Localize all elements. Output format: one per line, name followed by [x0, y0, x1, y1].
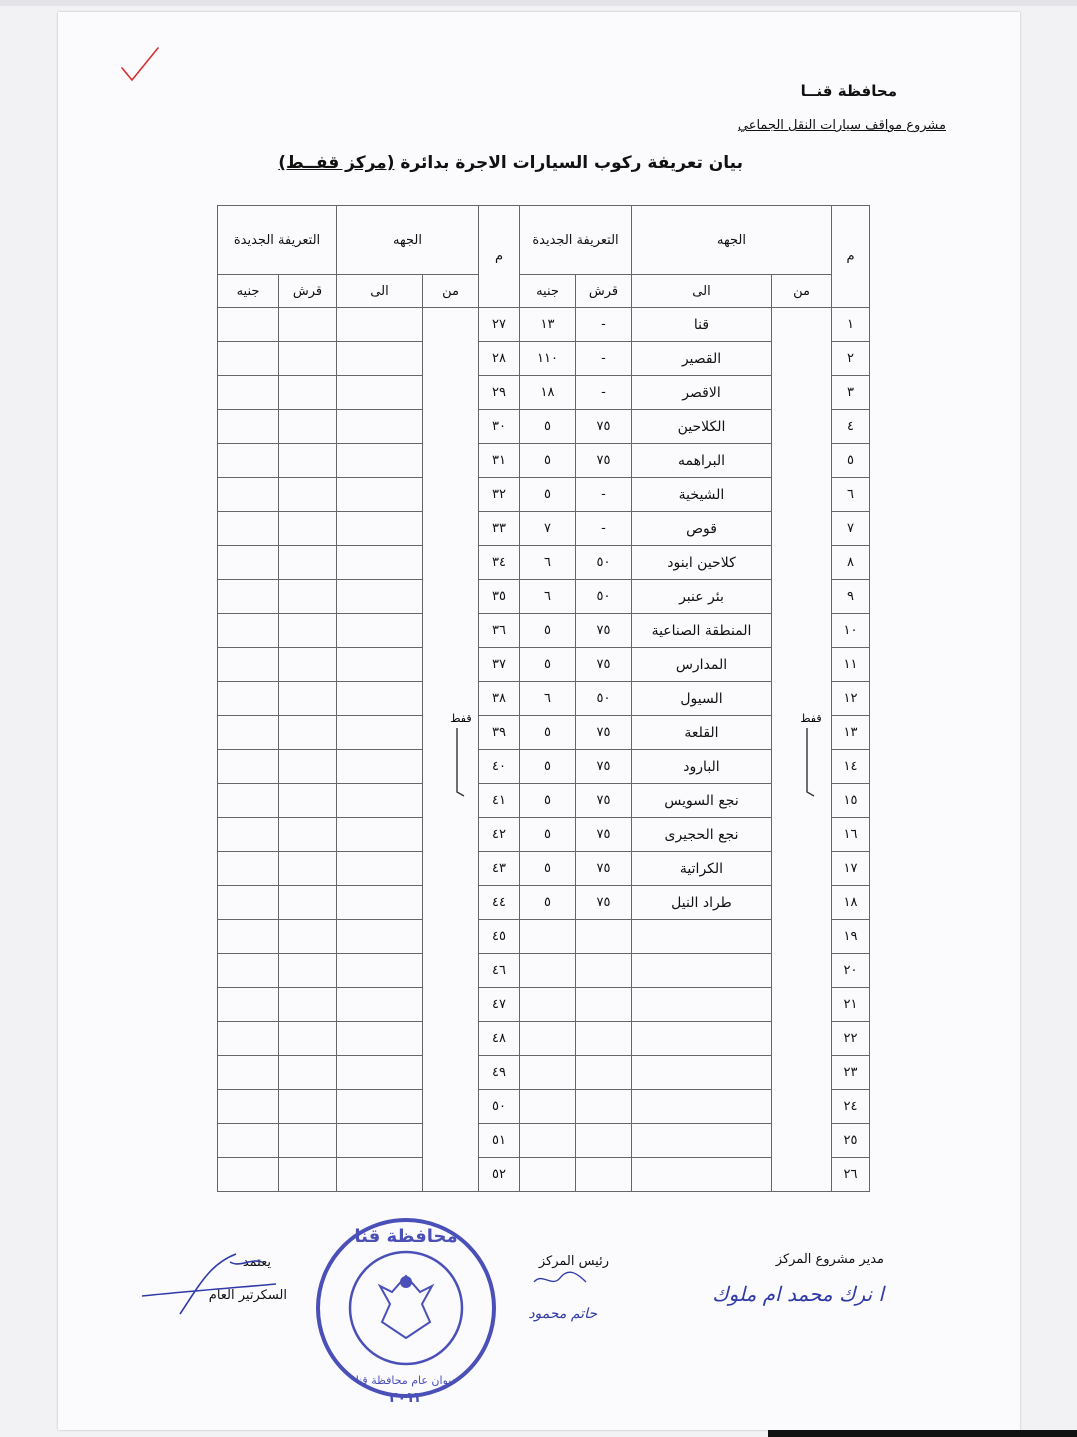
destination-cell: البارود [632, 750, 772, 784]
piasters-cell-left [279, 410, 337, 444]
destination-cell-left [337, 1158, 423, 1192]
pounds-cell-left [218, 546, 279, 580]
destination-cell-left [337, 852, 423, 886]
from-bracket-right [798, 708, 824, 800]
pounds-cell-left [218, 580, 279, 614]
piasters-cell-left [279, 988, 337, 1022]
left-row-number: ٤٩ [479, 1056, 520, 1090]
destination-cell: القصير [632, 342, 772, 376]
destination-cell-left [337, 614, 423, 648]
pounds-cell-left [218, 886, 279, 920]
piasters-cell: ٥٠ [576, 682, 632, 716]
left-row-number: ٤٨ [479, 1022, 520, 1056]
pounds-cell [520, 1056, 576, 1090]
destination-cell-left [337, 716, 423, 750]
row-number: ١٤ [832, 750, 870, 784]
pounds-cell: ٦ [520, 682, 576, 716]
from-label-left: قفط [450, 712, 472, 725]
pounds-cell: ٥ [520, 750, 576, 784]
destination-cell-left [337, 376, 423, 410]
pounds-cell-left [218, 988, 279, 1022]
piasters-cell: ٧٥ [576, 750, 632, 784]
row-number: ٩ [832, 580, 870, 614]
piasters-header: قرش [576, 275, 632, 308]
destination-cell-left [337, 410, 423, 444]
row-number: ١٢ [832, 682, 870, 716]
left-row-number: ٣٠ [479, 410, 520, 444]
bottom-edge-bar [768, 1430, 1077, 1437]
piasters-cell [576, 1022, 632, 1056]
destination-header: الجهه [632, 206, 832, 275]
destination-cell: نجع السويس [632, 784, 772, 818]
subheader-row [218, 275, 870, 308]
fare-table [217, 205, 870, 1192]
pounds-cell: ١٨ [520, 376, 576, 410]
destination-cell-left [337, 920, 423, 954]
row-number: ٢ [832, 342, 870, 376]
pounds-cell-left [218, 750, 279, 784]
destination-cell [632, 1158, 772, 1192]
from-bracket-left [448, 708, 474, 800]
left-row-number: ٤٦ [479, 954, 520, 988]
row-number: ١٨ [832, 886, 870, 920]
destination-cell-left [337, 444, 423, 478]
piasters-cell: ٧٥ [576, 784, 632, 818]
pounds-cell: ٥ [520, 784, 576, 818]
stamp-bottom-text: ديوان عام محافظة قنا [355, 1374, 457, 1387]
left-row-number: ٥٠ [479, 1090, 520, 1124]
pounds-cell-left [218, 920, 279, 954]
row-number: ٣ [832, 376, 870, 410]
center-head-label: رئيس المركز [538, 1254, 609, 1269]
left-row-number: ٣٤ [479, 546, 520, 580]
pounds-cell-left [218, 478, 279, 512]
destination-cell: نجع الحجيرى [632, 818, 772, 852]
left-row-number: ٥١ [479, 1124, 520, 1158]
pounds-cell-left [218, 444, 279, 478]
pounds-header: جنيه [520, 275, 576, 308]
piasters-cell [576, 954, 632, 988]
destination-cell: الكراتية [632, 852, 772, 886]
piasters-cell: ٧٥ [576, 886, 632, 920]
pounds-cell [520, 988, 576, 1022]
left-row-number: ٤٧ [479, 988, 520, 1022]
check-mark-icon [118, 44, 162, 86]
left-row-number: ٢٨ [479, 342, 520, 376]
destination-cell-left [337, 886, 423, 920]
from-header: من [772, 275, 832, 308]
from-header-left: من [423, 275, 479, 308]
pounds-cell-left [218, 648, 279, 682]
left-row-number: ٤٥ [479, 920, 520, 954]
piasters-header-left: قرش [279, 275, 337, 308]
pounds-cell-left [218, 852, 279, 886]
pounds-cell-left [218, 784, 279, 818]
pounds-cell-left [218, 716, 279, 750]
piasters-cell-left [279, 920, 337, 954]
destination-cell: الاقصر [632, 376, 772, 410]
pounds-cell [520, 1090, 576, 1124]
piasters-cell-left [279, 478, 337, 512]
pounds-cell [520, 1022, 576, 1056]
to-header: الى [632, 275, 772, 308]
destination-cell: الكلاحين [632, 410, 772, 444]
piasters-cell-left [279, 342, 337, 376]
left-row-number: ٤٣ [479, 852, 520, 886]
pounds-cell-left [218, 410, 279, 444]
destination-cell: السيول [632, 682, 772, 716]
pounds-cell-left [218, 1124, 279, 1158]
pounds-cell: ٥ [520, 478, 576, 512]
piasters-cell-left [279, 444, 337, 478]
stamp-top-text: محافظة قنا [354, 1226, 458, 1247]
piasters-cell: - [576, 478, 632, 512]
pounds-cell-left [218, 308, 279, 342]
destination-header-left: الجهه [337, 206, 479, 275]
destination-cell-left [337, 1124, 423, 1158]
pounds-cell: ٧ [520, 512, 576, 546]
pounds-cell: ١٣ [520, 308, 576, 342]
title-center: (مركز قفــط) [278, 153, 395, 173]
piasters-cell: - [576, 308, 632, 342]
row-number: ٤ [832, 410, 870, 444]
destination-cell-left [337, 682, 423, 716]
destination-cell-left [337, 784, 423, 818]
pounds-header-left: جنيه [218, 275, 279, 308]
row-number: ٢٥ [832, 1124, 870, 1158]
project-name: مشروع مواقف سيارات النقل الجماعي [737, 118, 946, 133]
destination-cell-left [337, 1090, 423, 1124]
left-row-number: ٤٤ [479, 886, 520, 920]
pounds-cell: ٥ [520, 716, 576, 750]
pounds-cell: ٥ [520, 614, 576, 648]
pounds-cell-left [218, 1158, 279, 1192]
pounds-cell-left [218, 342, 279, 376]
pounds-cell: ٥ [520, 444, 576, 478]
left-row-number: ٥٢ [479, 1158, 520, 1192]
piasters-cell-left [279, 1158, 337, 1192]
piasters-cell-left [279, 308, 337, 342]
destination-cell [632, 988, 772, 1022]
row-number: ٢٦ [832, 1158, 870, 1192]
destination-cell: قوص [632, 512, 772, 546]
piasters-cell-left [279, 716, 337, 750]
row-number: ١٩ [832, 920, 870, 954]
row-number: ٢١ [832, 988, 870, 1022]
pounds-cell: ٥ [520, 886, 576, 920]
piasters-cell-left [279, 614, 337, 648]
destination-cell-left [337, 478, 423, 512]
new-fare-header-left: التعريفة الجديدة [218, 206, 337, 275]
piasters-cell: - [576, 512, 632, 546]
destination-cell-left [337, 580, 423, 614]
piasters-cell-left [279, 682, 337, 716]
destination-cell: بئر عنبر [632, 580, 772, 614]
project-manager-label: مدير مشروع المركز [775, 1252, 884, 1267]
project-manager-name: ا نرك محمد ام ملوك [712, 1282, 884, 1306]
pounds-cell-left [218, 682, 279, 716]
piasters-cell-left [279, 1124, 337, 1158]
row-number: ١٥ [832, 784, 870, 818]
left-row-number: ٢٩ [479, 376, 520, 410]
destination-cell: كلاحين ابنود [632, 546, 772, 580]
pounds-cell [520, 920, 576, 954]
pounds-cell-left [218, 1090, 279, 1124]
destination-cell [632, 1056, 772, 1090]
pounds-cell-left [218, 1022, 279, 1056]
pounds-cell: ٦ [520, 546, 576, 580]
destination-cell [632, 1090, 772, 1124]
piasters-cell-left [279, 1056, 337, 1090]
destination-cell-left [337, 988, 423, 1022]
row-number: ٨ [832, 546, 870, 580]
governorate-name: محافظة قنــا [800, 82, 897, 100]
pounds-cell [520, 1124, 576, 1158]
pounds-cell [520, 1158, 576, 1192]
pounds-cell-left [218, 818, 279, 852]
top-edge [0, 0, 1077, 6]
piasters-cell-left [279, 546, 337, 580]
piasters-cell: - [576, 342, 632, 376]
left-row-number: ٣٧ [479, 648, 520, 682]
piasters-cell [576, 920, 632, 954]
pounds-cell-left [218, 376, 279, 410]
destination-cell [632, 1124, 772, 1158]
row-number: ٥ [832, 444, 870, 478]
pounds-cell: ٥ [520, 410, 576, 444]
row-number: ١٠ [832, 614, 870, 648]
destination-cell: المدارس [632, 648, 772, 682]
piasters-cell: - [576, 376, 632, 410]
title-main: بيان تعريفة ركوب السيارات الاجرة بدائرة [400, 153, 743, 173]
destination-cell: البراهمه [632, 444, 772, 478]
pounds-cell-left [218, 954, 279, 988]
destination-cell [632, 1022, 772, 1056]
left-row-number: ٤٠ [479, 750, 520, 784]
piasters-cell [576, 1124, 632, 1158]
num-header-left: م [479, 206, 520, 308]
secretary-general-label: السكرتير العام [208, 1288, 287, 1303]
piasters-cell [576, 1056, 632, 1090]
row-number: ٢٤ [832, 1090, 870, 1124]
pounds-cell-left [218, 1056, 279, 1090]
row-number: ٧ [832, 512, 870, 546]
stamp-year: ٢٠١٢ [388, 1390, 424, 1404]
destination-cell-left [337, 818, 423, 852]
piasters-cell: ٧٥ [576, 852, 632, 886]
left-row-number: ٢٧ [479, 308, 520, 342]
destination-cell-left [337, 308, 423, 342]
piasters-cell-left [279, 512, 337, 546]
destination-cell-left [337, 342, 423, 376]
piasters-cell-left [279, 580, 337, 614]
destination-cell [632, 920, 772, 954]
pounds-cell: ٥ [520, 818, 576, 852]
left-row-number: ٣٥ [479, 580, 520, 614]
destination-cell: المنطقة الصناعية [632, 614, 772, 648]
row-number: ٢٣ [832, 1056, 870, 1090]
destination-cell-left [337, 1022, 423, 1056]
row-number: ١١ [832, 648, 870, 682]
piasters-cell: ٧٥ [576, 614, 632, 648]
pounds-cell-left [218, 614, 279, 648]
piasters-cell: ٧٥ [576, 444, 632, 478]
destination-cell: طراد النيل [632, 886, 772, 920]
destination-cell-left [337, 546, 423, 580]
piasters-cell-left [279, 648, 337, 682]
pounds-cell: ٥ [520, 648, 576, 682]
to-header-left: الى [337, 275, 423, 308]
row-number: ١٣ [832, 716, 870, 750]
destination-cell-left [337, 648, 423, 682]
header-row [218, 206, 870, 275]
left-row-number: ٤١ [479, 784, 520, 818]
from-label-right: قفط [800, 712, 822, 725]
piasters-cell: ٧٥ [576, 648, 632, 682]
left-row-number: ٣٩ [479, 716, 520, 750]
piasters-cell-left [279, 886, 337, 920]
pounds-cell [520, 954, 576, 988]
destination-cell-left [337, 512, 423, 546]
destination-cell: القلعة [632, 716, 772, 750]
piasters-cell [576, 1158, 632, 1192]
destination-cell-left [337, 750, 423, 784]
destination-cell: الشيخية [632, 478, 772, 512]
piasters-cell: ٥٠ [576, 580, 632, 614]
center-head-signature-icon [530, 1268, 590, 1292]
piasters-cell: ٥٠ [576, 546, 632, 580]
piasters-cell: ٧٥ [576, 410, 632, 444]
piasters-cell-left [279, 1090, 337, 1124]
num-header: م [832, 206, 870, 308]
destination-cell [632, 954, 772, 988]
destination-cell: قنا [632, 308, 772, 342]
destination-cell-left [337, 954, 423, 988]
piasters-cell-left [279, 1022, 337, 1056]
left-row-number: ٣٣ [479, 512, 520, 546]
piasters-cell-left [279, 750, 337, 784]
piasters-cell [576, 1090, 632, 1124]
piasters-cell-left [279, 376, 337, 410]
pounds-cell: ٦ [520, 580, 576, 614]
row-number: ١٧ [832, 852, 870, 886]
pounds-cell: ١١٠ [520, 342, 576, 376]
pounds-cell-left [218, 512, 279, 546]
row-number: ٢٠ [832, 954, 870, 988]
piasters-cell [576, 988, 632, 1022]
row-number: ١ [832, 308, 870, 342]
new-fare-header: التعريفة الجديدة [520, 206, 632, 275]
destination-cell-left [337, 1056, 423, 1090]
official-stamp-icon [310, 1212, 502, 1404]
piasters-cell: ٧٥ [576, 818, 632, 852]
piasters-cell-left [279, 852, 337, 886]
row-number: ١٦ [832, 818, 870, 852]
left-row-number: ٤٢ [479, 818, 520, 852]
row-number: ٢٢ [832, 1022, 870, 1056]
left-row-number: ٣٨ [479, 682, 520, 716]
pounds-cell: ٥ [520, 852, 576, 886]
piasters-cell-left [279, 954, 337, 988]
piasters-cell-left [279, 784, 337, 818]
left-row-number: ٣١ [479, 444, 520, 478]
left-row-number: ٣٦ [479, 614, 520, 648]
secretary-signature-icon [140, 1244, 280, 1324]
left-row-number: ٣٢ [479, 478, 520, 512]
piasters-cell-left [279, 818, 337, 852]
document-title [278, 153, 743, 173]
row-number: ٦ [832, 478, 870, 512]
center-head-name: حاتم محمود [528, 1306, 597, 1322]
approved-label: يعتمد [242, 1255, 271, 1270]
piasters-cell: ٧٥ [576, 716, 632, 750]
table-row [218, 308, 870, 342]
